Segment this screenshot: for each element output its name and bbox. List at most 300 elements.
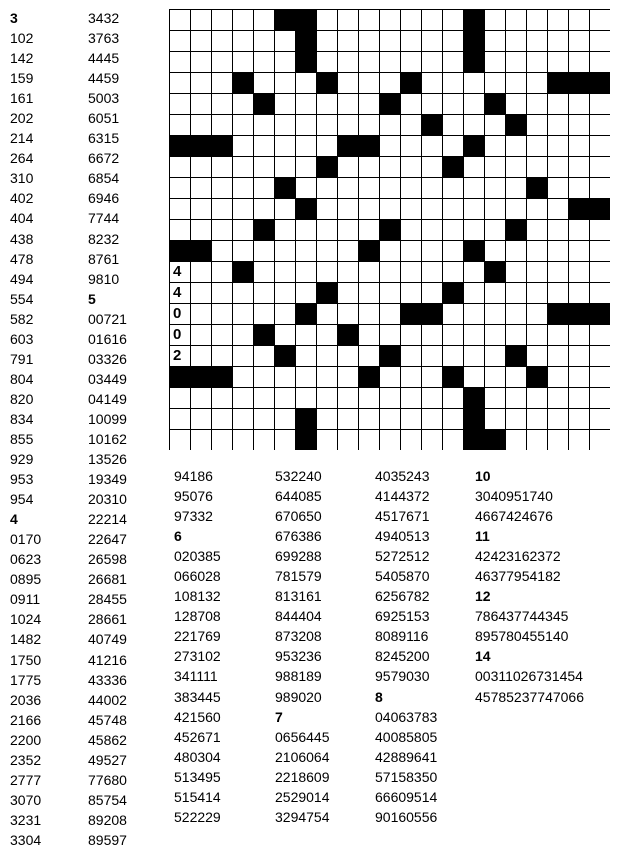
grid-cell[interactable] [212,73,232,93]
grid-cell[interactable] [590,52,610,72]
grid-cell[interactable] [191,409,211,429]
grid-cell[interactable] [569,10,589,30]
grid-cell[interactable] [590,220,610,240]
grid-cell[interactable] [254,409,274,429]
grid-cell[interactable] [401,31,421,51]
grid-cell[interactable] [527,241,547,261]
grid-cell[interactable] [212,346,232,366]
grid-cell[interactable] [506,136,526,156]
grid-cell[interactable] [569,52,589,72]
grid-cell[interactable] [170,157,190,177]
grid-cell[interactable] [506,10,526,30]
grid-cell[interactable] [569,115,589,135]
grid-cell[interactable] [191,157,211,177]
grid-cell[interactable] [464,262,484,282]
grid-cell[interactable] [212,52,232,72]
grid-cell[interactable] [485,409,505,429]
grid-cell[interactable] [485,136,505,156]
grid-cell[interactable] [422,52,442,72]
grid-cell[interactable] [464,325,484,345]
grid-cell[interactable] [338,241,358,261]
grid-cell[interactable] [527,10,547,30]
grid-cell[interactable] [359,31,379,51]
grid-cell[interactable] [317,178,337,198]
grid-cell[interactable] [569,367,589,387]
grid-cell[interactable] [527,325,547,345]
grid-cell[interactable] [296,115,316,135]
grid-cell[interactable] [170,409,190,429]
grid-cell[interactable] [569,325,589,345]
grid-cell[interactable] [548,178,568,198]
grid-cell[interactable] [212,10,232,30]
grid-cell[interactable] [170,262,190,282]
grid-cell[interactable] [443,325,463,345]
grid-cell[interactable] [233,325,253,345]
grid-cell[interactable] [422,178,442,198]
grid-cell[interactable] [254,52,274,72]
grid-cell[interactable] [296,388,316,408]
grid-cell[interactable] [590,10,610,30]
grid-cell[interactable] [422,73,442,93]
grid-cell[interactable] [443,73,463,93]
grid-cell[interactable] [569,157,589,177]
grid-cell[interactable] [443,94,463,114]
grid-cell[interactable] [527,430,547,450]
grid-cell[interactable] [359,52,379,72]
grid-cell[interactable] [485,157,505,177]
grid-cell[interactable] [254,178,274,198]
grid-cell[interactable] [275,430,295,450]
grid-cell[interactable] [254,241,274,261]
grid-cell[interactable] [338,367,358,387]
grid-cell[interactable] [170,178,190,198]
grid-cell[interactable] [401,178,421,198]
grid-cell[interactable] [527,220,547,240]
grid-cell[interactable] [485,325,505,345]
grid-cell[interactable] [275,409,295,429]
grid-cell[interactable] [569,283,589,303]
grid-cell[interactable] [590,31,610,51]
grid-cell[interactable] [191,304,211,324]
grid-cell[interactable] [464,115,484,135]
grid-cell[interactable] [485,388,505,408]
grid-cell[interactable] [590,241,610,261]
grid-cell[interactable] [380,178,400,198]
grid-cell[interactable] [170,388,190,408]
grid-cell[interactable] [338,199,358,219]
grid-cell[interactable] [254,262,274,282]
grid-cell[interactable] [422,10,442,30]
grid-cell[interactable] [254,31,274,51]
grid-cell[interactable] [590,157,610,177]
grid-cell[interactable] [380,136,400,156]
grid-cell[interactable] [191,325,211,345]
grid-cell[interactable] [569,409,589,429]
grid-cell[interactable] [422,283,442,303]
grid-cell[interactable] [296,94,316,114]
grid-cell[interactable] [590,115,610,135]
grid-cell[interactable] [590,430,610,450]
grid-cell[interactable] [233,283,253,303]
grid-cell[interactable] [590,388,610,408]
grid-cell[interactable] [485,283,505,303]
grid-cell[interactable] [548,241,568,261]
grid-cell[interactable] [590,409,610,429]
grid-cell[interactable] [359,94,379,114]
grid-cell[interactable] [254,157,274,177]
grid-cell[interactable] [590,283,610,303]
grid-cell[interactable] [527,31,547,51]
grid-cell[interactable] [233,409,253,429]
grid-cell[interactable] [506,31,526,51]
grid-cell[interactable] [317,262,337,282]
grid-cell[interactable] [422,199,442,219]
grid-cell[interactable] [485,115,505,135]
grid-cell[interactable] [422,31,442,51]
grid-cell[interactable] [548,430,568,450]
grid-cell[interactable] [170,283,190,303]
grid-cell[interactable] [527,115,547,135]
grid-cell[interactable] [443,199,463,219]
grid-cell[interactable] [170,115,190,135]
grid-cell[interactable] [275,136,295,156]
grid-cell[interactable] [443,241,463,261]
grid-cell[interactable] [380,31,400,51]
grid-cell[interactable] [317,10,337,30]
grid-cell[interactable] [527,136,547,156]
grid-cell[interactable] [380,388,400,408]
grid-cell[interactable] [506,409,526,429]
grid-cell[interactable] [422,409,442,429]
grid-cell[interactable] [275,241,295,261]
grid-cell[interactable] [506,241,526,261]
grid-cell[interactable] [275,325,295,345]
grid-cell[interactable] [254,304,274,324]
grid-cell[interactable] [569,31,589,51]
grid-cell[interactable] [527,409,547,429]
grid-cell[interactable] [548,94,568,114]
grid-cell[interactable] [170,31,190,51]
grid-cell[interactable] [464,157,484,177]
grid-cell[interactable] [338,73,358,93]
grid-cell[interactable] [212,388,232,408]
grid-cell[interactable] [506,388,526,408]
grid-cell[interactable] [548,409,568,429]
grid-cell[interactable] [275,262,295,282]
grid-cell[interactable] [254,346,274,366]
grid-cell[interactable] [548,52,568,72]
grid-cell[interactable] [275,52,295,72]
grid-cell[interactable] [338,304,358,324]
grid-cell[interactable] [380,304,400,324]
grid-cell[interactable] [296,346,316,366]
grid-cell[interactable] [254,430,274,450]
grid-cell[interactable] [191,388,211,408]
grid-cell[interactable] [170,94,190,114]
grid-cell[interactable] [317,346,337,366]
grid-cell[interactable] [464,220,484,240]
grid-cell[interactable] [506,178,526,198]
grid-cell[interactable] [464,283,484,303]
grid-cell[interactable] [233,157,253,177]
grid-cell[interactable] [548,283,568,303]
grid-cell[interactable] [422,241,442,261]
grid-cell[interactable] [422,136,442,156]
grid-cell[interactable] [506,430,526,450]
grid-cell[interactable] [401,262,421,282]
grid-cell[interactable] [527,199,547,219]
grid-cell[interactable] [170,430,190,450]
grid-cell[interactable] [359,199,379,219]
grid-cell[interactable] [296,157,316,177]
grid-cell[interactable] [443,31,463,51]
grid-cell[interactable] [548,262,568,282]
grid-cell[interactable] [275,220,295,240]
grid-cell[interactable] [317,325,337,345]
grid-cell[interactable] [569,220,589,240]
grid-cell[interactable] [317,409,337,429]
grid-cell[interactable] [233,430,253,450]
grid-cell[interactable] [317,430,337,450]
grid-cell[interactable] [338,94,358,114]
grid-cell[interactable] [359,262,379,282]
grid-cell[interactable] [317,304,337,324]
grid-cell[interactable] [422,388,442,408]
grid-cell[interactable] [359,220,379,240]
grid-cell[interactable] [506,94,526,114]
grid-cell[interactable] [338,220,358,240]
grid-cell[interactable] [359,325,379,345]
grid-cell[interactable] [296,283,316,303]
grid-cell[interactable] [359,157,379,177]
grid-cell[interactable] [506,199,526,219]
grid-cell[interactable] [422,346,442,366]
grid-cell[interactable] [212,283,232,303]
grid-cell[interactable] [254,115,274,135]
grid-cell[interactable] [485,367,505,387]
grid-cell[interactable] [527,157,547,177]
grid-cell[interactable] [275,367,295,387]
grid-cell[interactable] [359,73,379,93]
grid-cell[interactable] [338,115,358,135]
grid-cell[interactable] [233,220,253,240]
grid-cell[interactable] [443,52,463,72]
grid-cell[interactable] [212,241,232,261]
grid-cell[interactable] [233,94,253,114]
grid-cell[interactable] [443,115,463,135]
grid-cell[interactable] [422,325,442,345]
grid-cell[interactable] [401,10,421,30]
grid-cell[interactable] [275,157,295,177]
grid-cell[interactable] [569,94,589,114]
grid-cell[interactable] [338,10,358,30]
grid-cell[interactable] [233,367,253,387]
grid-cell[interactable] [191,199,211,219]
grid-cell[interactable] [170,199,190,219]
grid-cell[interactable] [548,388,568,408]
grid-cell[interactable] [170,304,190,324]
grid-cell[interactable] [212,199,232,219]
grid-cell[interactable] [527,283,547,303]
grid-cell[interactable] [191,262,211,282]
grid-cell[interactable] [212,304,232,324]
grid-cell[interactable] [443,346,463,366]
grid-cell[interactable] [569,262,589,282]
grid-cell[interactable] [233,115,253,135]
grid-cell[interactable] [191,430,211,450]
grid-cell[interactable] [464,94,484,114]
grid-cell[interactable] [443,430,463,450]
grid-cell[interactable] [380,430,400,450]
grid-cell[interactable] [233,388,253,408]
grid-cell[interactable] [212,262,232,282]
grid-cell[interactable] [170,346,190,366]
grid-cell[interactable] [401,241,421,261]
grid-cell[interactable] [233,31,253,51]
grid-cell[interactable] [527,73,547,93]
grid-cell[interactable] [506,325,526,345]
grid-cell[interactable] [485,10,505,30]
grid-cell[interactable] [548,220,568,240]
grid-cell[interactable] [485,31,505,51]
grid-cell[interactable] [569,346,589,366]
grid-cell[interactable] [359,115,379,135]
grid-cell[interactable] [401,136,421,156]
grid-cell[interactable] [170,10,190,30]
grid-cell[interactable] [191,220,211,240]
grid-cell[interactable] [380,10,400,30]
grid-cell[interactable] [506,73,526,93]
grid-cell[interactable] [401,220,421,240]
grid-cell[interactable] [338,262,358,282]
grid-cell[interactable] [212,178,232,198]
grid-cell[interactable] [443,388,463,408]
grid-cell[interactable] [254,367,274,387]
grid-cell[interactable] [380,325,400,345]
grid-cell[interactable] [359,430,379,450]
grid-cell[interactable] [338,178,358,198]
grid-cell[interactable] [275,283,295,303]
grid-cell[interactable] [464,346,484,366]
grid-cell[interactable] [338,157,358,177]
grid-cell[interactable] [233,199,253,219]
grid-cell[interactable] [527,52,547,72]
grid-cell[interactable] [443,10,463,30]
grid-cell[interactable] [548,157,568,177]
grid-cell[interactable] [443,136,463,156]
grid-cell[interactable] [191,73,211,93]
grid-cell[interactable] [548,115,568,135]
grid-cell[interactable] [191,283,211,303]
grid-cell[interactable] [359,304,379,324]
grid-cell[interactable] [506,262,526,282]
grid-cell[interactable] [506,283,526,303]
grid-cell[interactable] [569,388,589,408]
grid-cell[interactable] [380,52,400,72]
grid-cell[interactable] [527,262,547,282]
grid-cell[interactable] [212,115,232,135]
grid-cell[interactable] [506,367,526,387]
grid-cell[interactable] [359,388,379,408]
grid-cell[interactable] [401,325,421,345]
grid-cell[interactable] [296,325,316,345]
grid-cell[interactable] [401,430,421,450]
grid-cell[interactable] [380,283,400,303]
grid-cell[interactable] [275,199,295,219]
grid-cell[interactable] [338,346,358,366]
grid-cell[interactable] [296,367,316,387]
grid-cell[interactable] [170,325,190,345]
grid-cell[interactable] [317,52,337,72]
grid-cell[interactable] [359,178,379,198]
grid-cell[interactable] [254,10,274,30]
grid-cell[interactable] [548,367,568,387]
grid-cell[interactable] [443,409,463,429]
grid-cell[interactable] [170,52,190,72]
grid-cell[interactable] [191,94,211,114]
grid-cell[interactable] [443,220,463,240]
grid-cell[interactable] [359,283,379,303]
grid-cell[interactable] [422,157,442,177]
grid-cell[interactable] [590,325,610,345]
grid-cell[interactable] [464,178,484,198]
grid-cell[interactable] [527,388,547,408]
grid-cell[interactable] [548,199,568,219]
grid-cell[interactable] [590,178,610,198]
grid-cell[interactable] [380,157,400,177]
grid-cell[interactable] [233,52,253,72]
grid-cell[interactable] [338,52,358,72]
grid-cell[interactable] [212,409,232,429]
grid-cell[interactable] [485,304,505,324]
grid-cell[interactable] [212,325,232,345]
grid-cell[interactable] [233,136,253,156]
grid-cell[interactable] [275,73,295,93]
grid-cell[interactable] [527,346,547,366]
grid-cell[interactable] [233,304,253,324]
grid-cell[interactable] [212,220,232,240]
grid-cell[interactable] [422,94,442,114]
grid-cell[interactable] [380,367,400,387]
grid-cell[interactable] [338,283,358,303]
grid-cell[interactable] [422,430,442,450]
grid-cell[interactable] [485,52,505,72]
grid-cell[interactable] [191,115,211,135]
grid-cell[interactable] [464,199,484,219]
grid-cell[interactable] [233,178,253,198]
grid-cell[interactable] [317,31,337,51]
grid-cell[interactable] [485,178,505,198]
grid-cell[interactable] [275,115,295,135]
grid-cell[interactable] [401,388,421,408]
grid-cell[interactable] [548,10,568,30]
grid-cell[interactable] [317,115,337,135]
grid-cell[interactable] [275,94,295,114]
grid-cell[interactable] [401,52,421,72]
grid-cell[interactable] [485,346,505,366]
grid-cell[interactable] [569,136,589,156]
grid-cell[interactable] [254,199,274,219]
grid-cell[interactable] [590,136,610,156]
grid-cell[interactable] [590,94,610,114]
grid-cell[interactable] [485,241,505,261]
grid-cell[interactable] [401,283,421,303]
grid-cell[interactable] [170,220,190,240]
grid-cell[interactable] [191,178,211,198]
grid-cell[interactable] [296,262,316,282]
grid-cell[interactable] [464,367,484,387]
grid-cell[interactable] [170,73,190,93]
